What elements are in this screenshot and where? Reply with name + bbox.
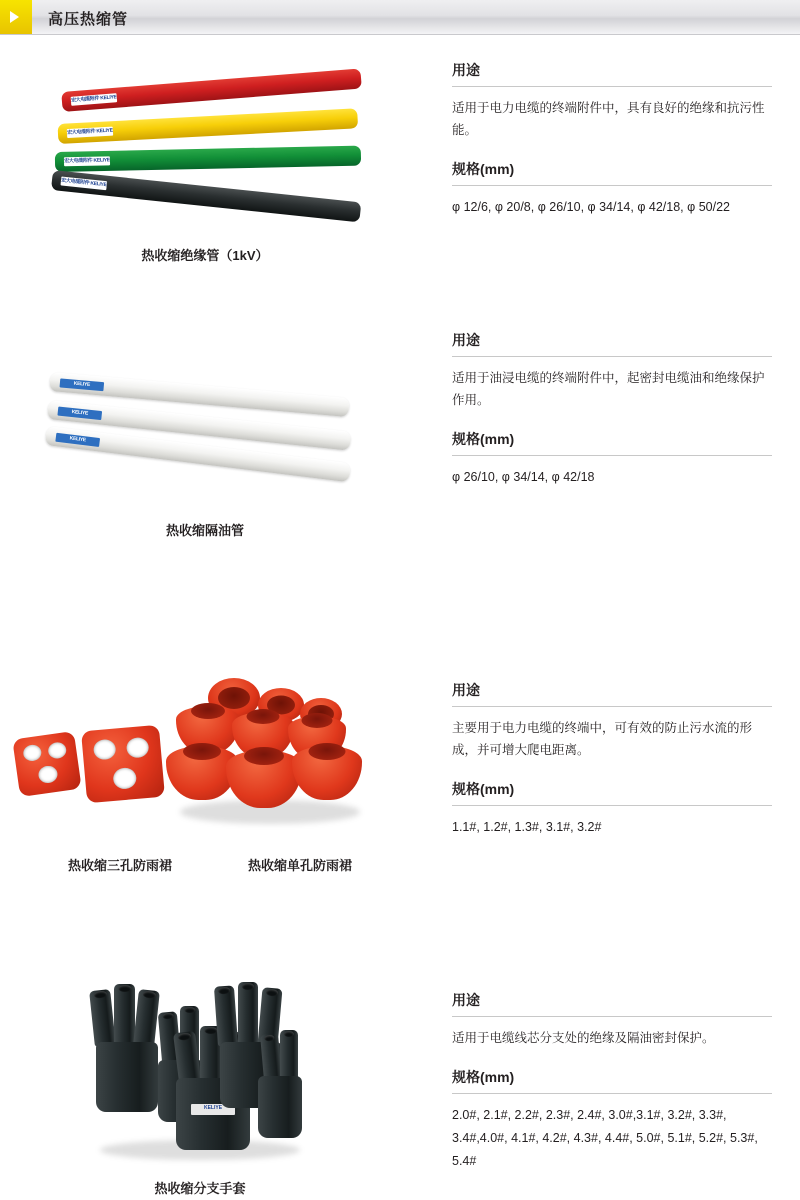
finger-bore xyxy=(178,1032,192,1041)
product-text-rain-skirt xyxy=(452,680,772,839)
plate-hole xyxy=(47,741,67,759)
glove-finger xyxy=(280,1030,298,1080)
finger-bore xyxy=(218,987,230,995)
finger-bore xyxy=(284,1031,294,1037)
usage-heading: 用途 xyxy=(452,680,772,707)
spec-text: φ 12/6, φ 20/8, φ 26/10, φ 34/14, φ 42/18, φ 50/22 xyxy=(452,200,730,214)
tube-brand-label: 宏大电缆附件 KELIYE xyxy=(71,93,118,106)
breakout-glove-far-right xyxy=(258,1076,302,1138)
product-image-breakout-glove xyxy=(0,960,450,1200)
tube-green xyxy=(55,146,361,172)
tube-brand-label: KELIYE xyxy=(55,432,100,446)
usage-heading: 用途 xyxy=(452,60,772,87)
caption-breakout-glove: 热收缩分支手套 xyxy=(154,1181,246,1196)
finger-bore xyxy=(184,1007,195,1013)
plate-hole xyxy=(126,737,150,759)
glove-finger xyxy=(214,985,238,1046)
glove-finger xyxy=(238,982,258,1046)
spec-text: 2.0#, 2.1#, 2.2#, 2.3#, 2.4#, 3.0#,3.1#, 3.2#, 3.3#, 3.4#,4.0#, 4.1#, 4.2#, 4.3#, 4.4#, 5.0#, 5.1#, 5.2#, 5.3#, 5.4# xyxy=(452,1108,758,1168)
glove-finger xyxy=(89,989,116,1047)
caption-single-hole-rain-skirt: 热收缩单孔防雨裙 xyxy=(247,858,352,873)
caption-three-hole-rain-skirt: 热收缩三孔防雨裙 xyxy=(67,858,172,873)
tube-red xyxy=(61,68,362,111)
plate-hole xyxy=(93,739,117,761)
glove-finger xyxy=(133,989,160,1047)
product-section-oil-barrier-tube xyxy=(0,330,800,560)
finger-bore xyxy=(118,985,131,992)
spec-text: 1.1#, 1.2#, 1.3#, 3.1#, 3.2# xyxy=(452,820,602,834)
tube-black xyxy=(51,170,361,222)
page-title: 高压热缩管 xyxy=(48,11,129,28)
tube-brand-label: 宏大电缆附件 KELIYE xyxy=(60,176,107,190)
tube-brand-label: 宏大电缆附件 KELIYE xyxy=(64,156,110,166)
tube-brand-label: 宏大电缆附件 KELIYE xyxy=(67,127,113,138)
product-text-insulation-tube xyxy=(452,60,772,219)
finger-bore xyxy=(205,1027,218,1034)
usage-text: 适用于油浸电缆的终端附件中，起密封电缆油和绝缘保护作用。 xyxy=(452,371,765,407)
glove-finger xyxy=(114,984,135,1046)
finger-bore xyxy=(266,989,279,997)
cone-bore xyxy=(309,743,346,760)
finger-bore xyxy=(93,990,107,998)
spec-heading: 规格(mm) xyxy=(452,429,772,456)
caption-oil-barrier-tube: 热收缩隔油管 xyxy=(165,523,244,538)
usage-text: 适用于电缆线芯分支处的绝缘及隔油密封保护。 xyxy=(452,1031,715,1045)
product-image-insulation-tube xyxy=(0,60,450,290)
plate-hole xyxy=(112,767,137,790)
page-header xyxy=(0,0,800,35)
plate-hole xyxy=(37,765,58,784)
product-text-breakout-glove xyxy=(452,990,772,1173)
tube-brand-label: KELIYE xyxy=(60,378,105,391)
three-hole-plate-small xyxy=(12,731,81,797)
glove-brand-label: KELIYE xyxy=(191,1104,235,1115)
cone-bore xyxy=(247,709,280,724)
spec-heading: 规格(mm) xyxy=(452,1067,772,1094)
finger-bore xyxy=(264,1035,274,1042)
usage-text: 主要用于电力电缆的终端中，可有效的防止污水流的形成，并可增大爬电距离。 xyxy=(452,721,753,757)
usage-text: 适用于电力电缆的终端附件中，具有良好的绝缘和抗污性能。 xyxy=(452,101,765,137)
spec-heading: 规格(mm) xyxy=(452,779,772,806)
product-image-rain-skirt xyxy=(0,650,450,900)
plate-hole xyxy=(22,744,42,762)
spec-text: φ 26/10, φ 34/14, φ 42/18 xyxy=(452,470,595,484)
caption-insulation-tube: 热收缩绝缘管（1kV） xyxy=(141,248,269,263)
ring-bore xyxy=(218,687,250,709)
product-section-breakout-glove xyxy=(0,960,800,1200)
product-image-oil-barrier-tube xyxy=(0,330,450,560)
three-hole-plate-large xyxy=(81,725,165,804)
tube-brand-label: KELIYE xyxy=(57,406,102,420)
product-section-insulation-tube xyxy=(0,60,800,290)
finger-bore xyxy=(242,983,254,990)
cone-bore xyxy=(191,703,225,719)
header-accent-block xyxy=(0,0,32,34)
cone-bore xyxy=(302,713,333,728)
usage-heading: 用途 xyxy=(452,990,772,1017)
product-section-rain-skirt xyxy=(0,650,800,900)
rain-skirt-cone xyxy=(226,750,302,808)
finger-bore xyxy=(162,1013,173,1020)
tube-yellow xyxy=(57,108,358,144)
glove-finger xyxy=(260,1033,282,1080)
play-triangle-icon xyxy=(10,11,19,23)
breakout-glove-left xyxy=(96,1042,158,1112)
spec-heading: 规格(mm) xyxy=(452,159,772,186)
cone-bore xyxy=(244,747,284,765)
product-text-oil-barrier-tube xyxy=(452,330,772,489)
cone-bore xyxy=(183,743,221,760)
usage-heading: 用途 xyxy=(452,330,772,357)
rain-skirt-cone xyxy=(292,746,362,800)
finger-bore xyxy=(142,990,156,998)
